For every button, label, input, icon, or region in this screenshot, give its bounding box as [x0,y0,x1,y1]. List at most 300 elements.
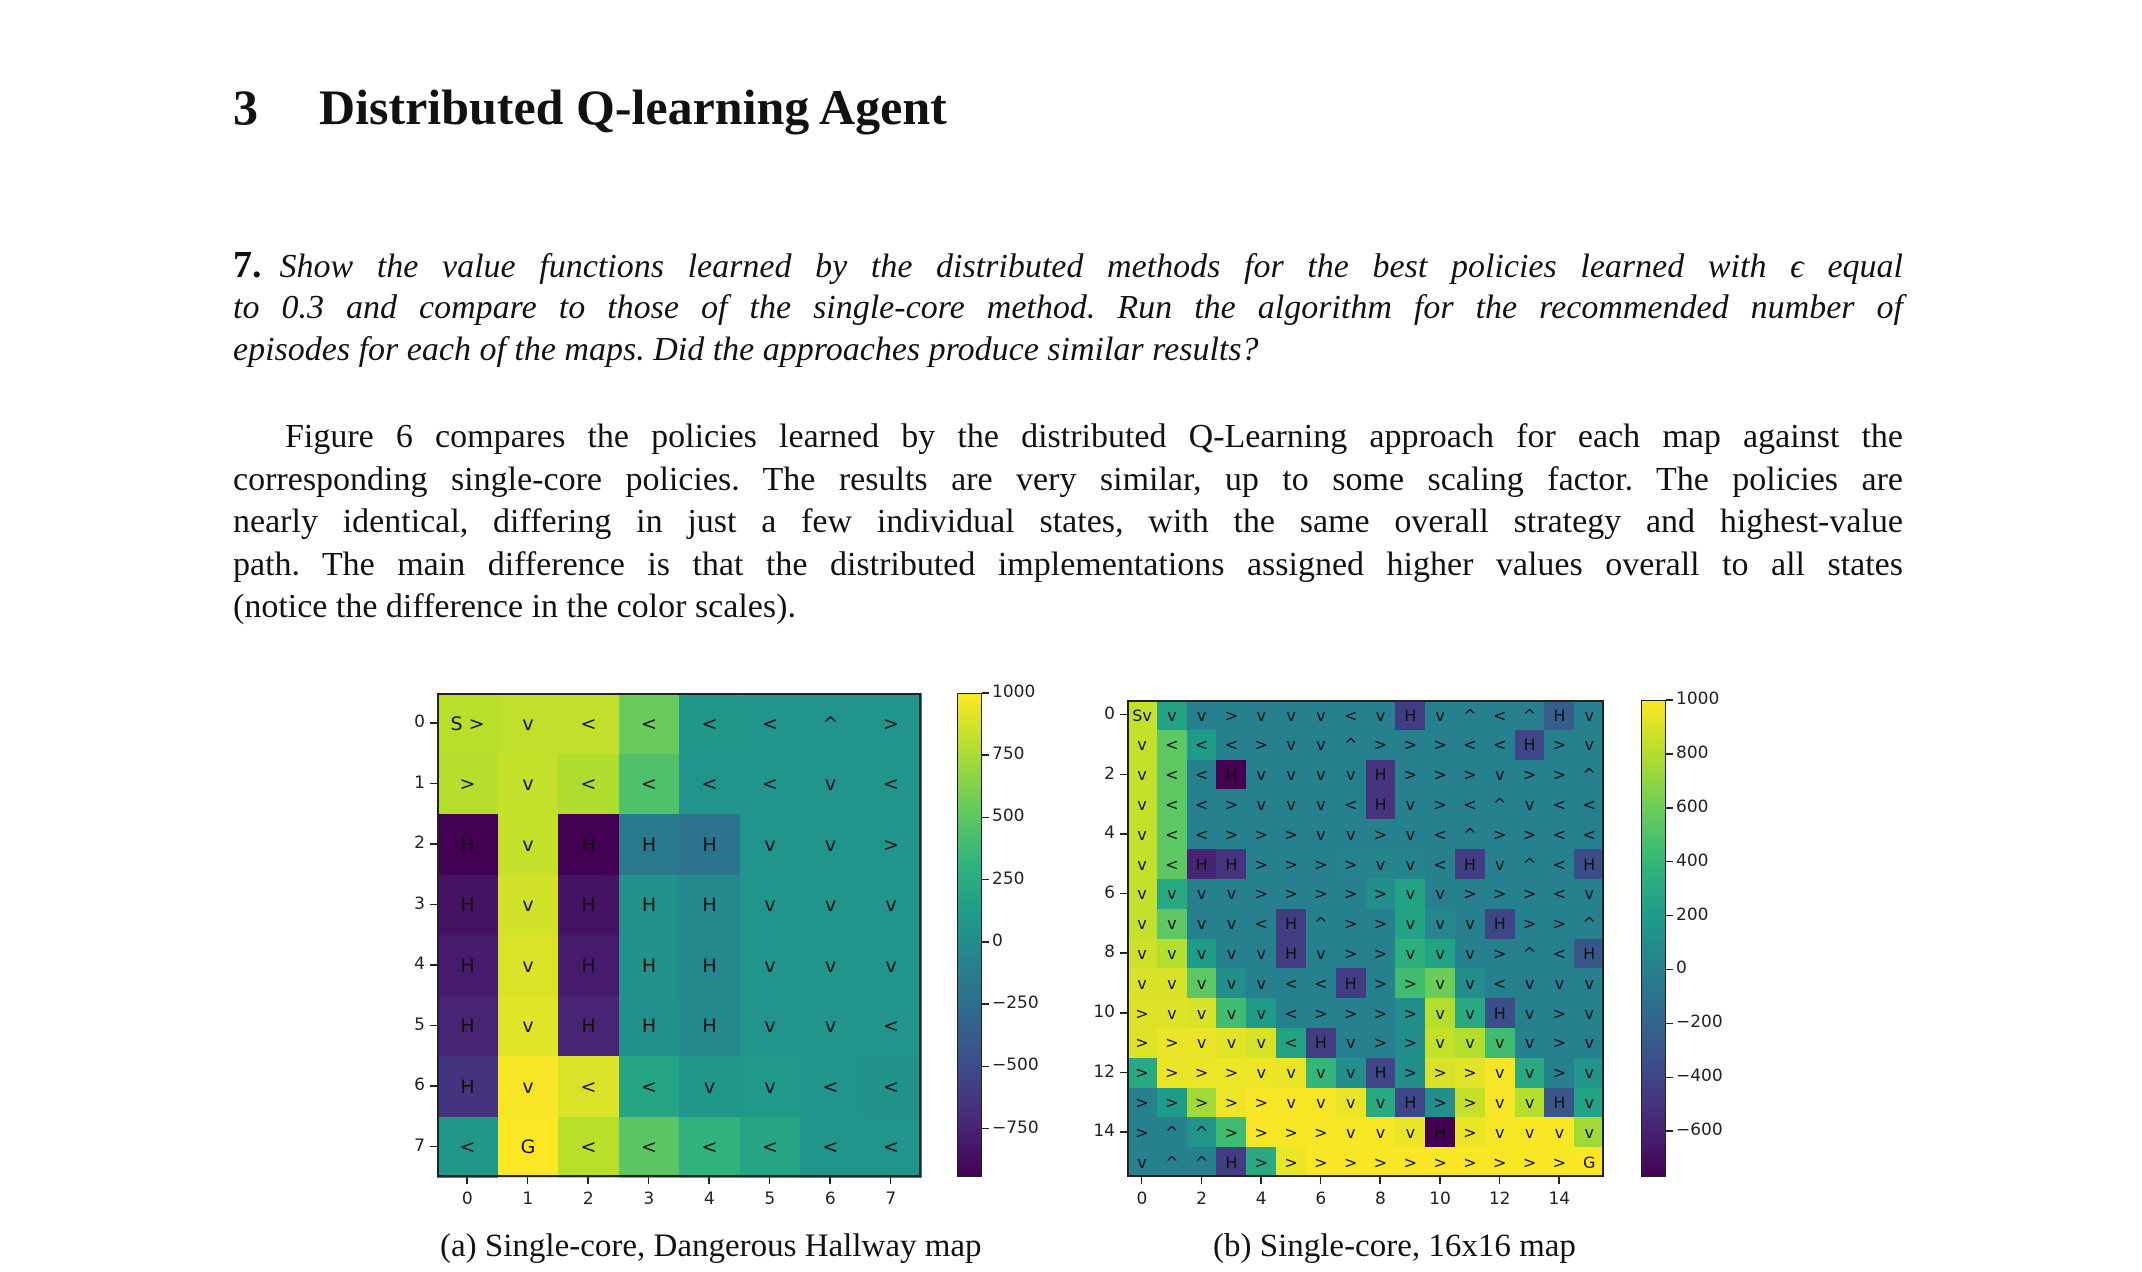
heatmap-cell: H [1485,909,1515,939]
heatmap-cell: v [1187,1028,1217,1058]
heatmap-cell: v [1395,909,1425,939]
heatmap-cell: v [1306,819,1336,849]
x-tick-mark [1379,1177,1381,1184]
heatmap-cell: v [1455,909,1485,939]
heatmap-cell: v [1574,998,1604,1028]
heatmap-cell: H [1544,1088,1574,1118]
heatmap-cell: v [1246,998,1276,1028]
question-line-2: to 0.3 and compare to those of the single-core method. Run the algorithm for the recommended number of [233,288,1903,326]
heatmap-cell: v [1425,879,1455,909]
x-tick-mark [1141,1177,1143,1184]
heatmap-cell: v [1366,1117,1396,1147]
heatmap-cell: v [1246,968,1276,998]
heatmap-cell: > [1366,968,1396,998]
heatmap-cell: v [1246,939,1276,969]
heatmap-cell: > [1306,1117,1336,1147]
section-number: 3 [233,79,258,135]
heatmap-cell: v [1425,909,1455,939]
heatmap-cell: v [1127,789,1157,819]
heatmap-cell: v [1336,1088,1366,1118]
heatmap-cell: v [1127,968,1157,998]
y-tick-label: 10 [1093,1002,1115,1023]
heatmap-cell: v [1395,879,1425,909]
heatmap-cell: > [1246,879,1276,909]
x-tick-mark [1499,1177,1501,1184]
heatmap-cell: v [1574,968,1604,998]
heatmap-cell: ^ [1574,760,1604,790]
heatmap-cell: v [1246,789,1276,819]
heatmap-cell: H [1366,1058,1396,1088]
colorbar-tick-label: −200 [1676,1012,1723,1033]
heatmap-cell: H [1574,939,1604,969]
heatmap-cell: < [1425,819,1455,849]
heatmap-cell: v [1455,1028,1485,1058]
heatmap-cell: > [1366,998,1396,1028]
heatmap-cell: < [1485,700,1515,730]
heatmap-cell: G [498,1117,559,1178]
heatmap-cell: H [1574,849,1604,879]
heatmap-cell: v [1216,968,1246,998]
x-tick-label: 0 [461,1189,473,1209]
heatmap-cell: v [1544,1117,1574,1147]
heatmap-cell: < [1276,968,1306,998]
heatmap-cell: H [437,996,498,1057]
y-tick-label: 2 [1104,763,1115,784]
heatmap-cell: < [1246,909,1276,939]
heatmap-cell: < [1157,730,1187,760]
heatmap-cell: H [1544,700,1574,730]
heatmap-cell: H [558,875,619,936]
colorbar-tick-label: 250 [992,868,1025,889]
y-tick-mark [1120,1012,1127,1014]
heatmap-cell: v [1127,730,1157,760]
heatmap-cell: H [1485,998,1515,1028]
heatmap-cell: > [1515,909,1545,939]
heatmap-cell: H [437,875,498,936]
heatmap-cell: v [1336,1117,1366,1147]
heatmap-cell: > [1127,1088,1157,1118]
heatmap-cell: H [1425,1117,1455,1147]
question-number: 7. [233,244,262,286]
heatmap-cell: < [1544,789,1574,819]
heatmap-cell: H [1395,700,1425,730]
colorbar-tick-mark [1666,753,1673,755]
colorbar-tick-mark [1666,1130,1673,1132]
heatmap-cell: < [1187,730,1217,760]
heatmap-cell: > [1336,939,1366,969]
heatmap-cell: < [1336,789,1366,819]
heatmap-cell: v [800,996,861,1057]
heatmap-cell: > [1336,998,1366,1028]
heatmap-cell: v [1216,1028,1246,1058]
heatmap-cell: H [437,814,498,875]
heatmap-cell: < [1574,789,1604,819]
y-tick-label: 6 [1104,882,1115,903]
heatmap-cell: v [1336,1028,1366,1058]
y-tick-mark [1120,833,1127,835]
heatmap-cell: v [1425,968,1455,998]
heatmap-cell: v [1306,789,1336,819]
heatmap-cell: > [1336,1147,1366,1177]
heatmap-cell: > [1276,1147,1306,1177]
heatmap-cell: > [1216,819,1246,849]
colorbar-tick-mark [1666,699,1673,701]
x-tick-label: 7 [885,1189,897,1209]
heatmap-cell: v [1187,909,1217,939]
heatmap-cell: < [619,693,680,754]
colorbar-tick-label: −600 [1676,1120,1723,1141]
heatmap-cell: > [1485,939,1515,969]
heatmap-cell: v [1246,760,1276,790]
heatmap-cell: v [1216,879,1246,909]
heatmap-cell: < [1187,819,1217,849]
heatmap-cell: > [1515,879,1545,909]
heatmap-cell: > [1127,1058,1157,1088]
heatmap-cell: < [679,754,740,815]
heatmap-cell: Sv [1127,700,1157,730]
x-tick-label: 4 [703,1189,715,1209]
heatmap-cell: v [1276,1058,1306,1088]
heatmap-cell: > [1544,730,1574,760]
heatmap-cell: > [1485,879,1515,909]
heatmap-cell: > [1127,998,1157,1028]
y-tick-label: 12 [1093,1061,1115,1082]
heatmap-cell: v [740,996,801,1057]
heatmap-cell: v [1336,819,1366,849]
colorbar-tick-label: 400 [1676,850,1709,871]
heatmap-cell: < [1276,1028,1306,1058]
heatmap-cell: v [1574,1058,1604,1088]
heatmap-cell: v [1425,998,1455,1028]
heatmap-cell: v [800,814,861,875]
x-tick-label: 3 [643,1189,655,1209]
heatmap-cell: v [1157,909,1187,939]
heatmap-cell: < [679,693,740,754]
colorbar-tick-label: −500 [992,1055,1039,1076]
heatmap-cell: v [1395,939,1425,969]
heatmap-cell: < [619,1117,680,1178]
heatmap-cell: ^ [800,693,861,754]
colorbar-tick-label: 0 [1676,958,1687,979]
heatmap-cell: > [1246,1088,1276,1118]
heatmap-cell: H [1216,849,1246,879]
heatmap-cell: ^ [1455,819,1485,849]
heatmap-cell: > [1216,1058,1246,1088]
heatmap-cell: > [1395,1058,1425,1088]
x-tick-label: 6 [1315,1189,1327,1209]
heatmap-cell: v [498,996,559,1057]
heatmap-cell: < [861,754,922,815]
section-title: Distributed Q-learning Agent [319,79,947,135]
heatmap-cell: H [558,814,619,875]
heatmap-cell: v [1515,1028,1545,1058]
heatmap-cell: < [558,1056,619,1117]
x-tick-label: 8 [1374,1189,1386,1209]
heatmap-cell: > [1306,1147,1336,1177]
heatmap-cell: v [1127,819,1157,849]
heatmap-cell: > [1544,1147,1574,1177]
x-tick-mark [1201,1177,1203,1184]
x-tick-label: 2 [582,1189,594,1209]
heatmap-cell: > [1276,1117,1306,1147]
heatmap-cell: v [1187,700,1217,730]
heatmap-cell: v [800,935,861,996]
colorbar-tick-mark [1666,969,1673,971]
heatmap-cell: H [1216,1147,1246,1177]
heatmap-cell: > [1395,1028,1425,1058]
heatmap-cell: < [861,996,922,1057]
heatmap-cell: H [1455,849,1485,879]
colorbar-tick-mark [1666,807,1673,809]
caption-b: (b) Single-core, 16x16 map [1213,1228,1576,1264]
answer-line-5: (notice the difference in the color scales). [233,588,796,625]
heatmap-cell: H [679,935,740,996]
x-tick-mark [1320,1177,1322,1184]
heatmap-cell: v [1515,998,1545,1028]
heatmap-cell: > [1366,730,1396,760]
heatmap-cell: ^ [1157,1147,1187,1177]
heatmap-cell: v [1127,760,1157,790]
caption-a: (a) Single-core, Dangerous Hallway map [440,1228,982,1264]
heatmap-cell: v [1395,819,1425,849]
x-tick-label: 12 [1488,1189,1511,1209]
heatmap-cell: > [1336,909,1366,939]
heatmap-cell: v [1544,968,1574,998]
heatmap-cell: v [1574,879,1604,909]
heatmap-cell: v [1455,939,1485,969]
heatmap-cell: v [1515,1058,1545,1088]
heatmap-cell: > [1216,789,1246,819]
heatmap-cell: < [558,754,619,815]
x-tick-mark [1260,1177,1262,1184]
answer-line-3: nearly identical, differing in just a few individual states, with the same overall strategy and highest-value [233,503,1903,540]
heatmap-cell: v [1216,998,1246,1028]
heatmap-cell: ^ [1306,909,1336,939]
heatmap-cell: v [1187,968,1217,998]
colorbar-tick-label: 600 [1676,796,1709,817]
heatmap-cell: v [1157,998,1187,1028]
heatmap-cell: ^ [1515,700,1545,730]
heatmap-cell: v [1276,700,1306,730]
heatmap-cell: > [1246,849,1276,879]
y-tick-label: 4 [414,954,425,975]
heatmap-cell: > [1455,1058,1485,1088]
heatmap-cell: G [1574,1147,1604,1177]
heatmap-cell: v [861,935,922,996]
heatmap-cell: v [1574,1028,1604,1058]
y-tick-label: 5 [414,1014,425,1035]
heatmap-cell: H [1366,789,1396,819]
heatmap-cell: > [1455,1147,1485,1177]
heatmap-cell: > [1515,1147,1545,1177]
heatmap-cell: H [1395,1088,1425,1118]
x-tick-mark [1558,1177,1560,1184]
heatmap-cell: < [437,1117,498,1178]
heatmap-cell: < [1157,760,1187,790]
heatmap-cell: > [1425,760,1455,790]
heatmap-cell: ^ [1485,789,1515,819]
heatmap-cell: v [1485,1088,1515,1118]
heatmap-cell: v [1157,700,1187,730]
heatmap-cell: < [1455,789,1485,819]
heatmap-cell: < [740,1117,801,1178]
heatmap-cell: v [1515,1088,1545,1118]
heatmap-cell: v [1187,939,1217,969]
heatmap-cell: v [1395,789,1425,819]
heatmap-cell: > [1127,1028,1157,1058]
y-tick-label: 1 [414,772,425,793]
heatmap-cell: H [1366,760,1396,790]
x-tick-label: 4 [1255,1189,1267,1209]
heatmap-cell: > [1187,1088,1217,1118]
heatmap-cell: H [558,996,619,1057]
answer-line-2: corresponding single-core policies. The results are very similar, up to some scaling factor. The policies are [233,460,1903,498]
heatmap-cell: > [1366,939,1396,969]
heatmap-cell: ^ [1187,1147,1217,1177]
heatmap-cell: H [1187,849,1217,879]
heatmap-cell: > [1395,760,1425,790]
heatmap-cell: v [1574,700,1604,730]
heatmap-cell: > [1485,1147,1515,1177]
y-tick-mark [1120,1072,1127,1074]
y-tick-label: 2 [414,833,425,854]
heatmap-cell: v [1485,1117,1515,1147]
x-tick-label: 5 [764,1189,776,1209]
colorbar-tick-label: −400 [1676,1066,1723,1087]
heatmap-cell: ^ [1336,730,1366,760]
heatmap-cell: H [619,875,680,936]
heatmap-cell: v [1276,1088,1306,1118]
heatmap-cell: v [1127,909,1157,939]
heatmap-cell: v [1306,1088,1336,1118]
heatmap-cell: v [1395,849,1425,879]
heatmap-cell: < [1425,849,1455,879]
heatmap-cell: H [437,1056,498,1117]
heatmap-cell: > [1246,1147,1276,1177]
heatmap-cell: > [1395,968,1425,998]
y-tick-label: 8 [1104,942,1115,963]
x-tick-mark [1439,1177,1441,1184]
heatmap-cell: > [1544,1028,1574,1058]
heatmap-cell: < [619,1056,680,1117]
heatmap-cell: v [1246,700,1276,730]
heatmap-cell: > [1366,819,1396,849]
heatmap-cell: < [1306,968,1336,998]
colorbar-tick-mark [1666,1077,1673,1079]
heatmap-cell: v [1127,1147,1157,1177]
x-tick-label: 1 [522,1189,534,1209]
heatmap-cell: v [1216,939,1246,969]
heatmap-cell: > [1306,998,1336,1028]
heatmap-cell: v [1425,939,1455,969]
heatmap-cell: v [1246,1028,1276,1058]
x-tick-label: 6 [824,1189,836,1209]
heatmap-cell: > [1246,819,1276,849]
heatmap-cell: > [1366,1147,1396,1177]
heatmap-cell: > [1395,730,1425,760]
colorbar-tick-label: −250 [992,993,1039,1014]
heatmap-cell: v [1485,849,1515,879]
heatmap-cell: v [1187,998,1217,1028]
heatmap-cell: v [1366,1088,1396,1118]
heatmap-cell: v [1455,968,1485,998]
heatmap-cell: < [1157,849,1187,879]
colorbar-tick-label: 800 [1676,742,1709,763]
y-tick-label: 0 [414,712,425,733]
heatmap-cell: > [1306,849,1336,879]
heatmap-cell: ^ [1455,700,1485,730]
heatmap-cell: v [498,935,559,996]
y-tick-label: 4 [1104,823,1115,844]
heatmap-cell: ^ [1157,1117,1187,1147]
heatmap-cell: v [740,1056,801,1117]
colorbar-tick-label: 1000 [992,682,1036,702]
colorbar-tick-label: 500 [992,806,1025,827]
heatmap-cell: > [1425,730,1455,760]
heatmap-cell: v [740,814,801,875]
heatmap-cell: < [1544,849,1574,879]
heatmap-cell: < [861,1056,922,1117]
heatmap-cell: v [1485,760,1515,790]
heatmap-cell: < [1544,879,1574,909]
heatmap-cell: > [1395,1147,1425,1177]
heatmap-cell: v [1306,939,1336,969]
heatmap-cell: > [1425,1147,1455,1177]
heatmap-cell: > [1157,1058,1187,1088]
heatmap-cell: v [1276,760,1306,790]
heatmap-cell: > [1544,760,1574,790]
question-line-3: episodes for each of the maps. Did the approaches produce similar results? [233,331,1259,368]
heatmap-cell: H [1276,909,1306,939]
heatmap-cell: H [679,814,740,875]
heatmap-cell: H [1216,760,1246,790]
heatmap-cell: > [1216,1117,1246,1147]
heatmap-cell: v [498,693,559,754]
heatmap-cell: v [1574,730,1604,760]
heatmap-cell: > [1157,1028,1187,1058]
heatmap-cell: v [1574,1117,1604,1147]
heatmap-cell: < [1574,819,1604,849]
heatmap-cell: > [1425,1088,1455,1118]
colorbar-tick-mark [1666,1023,1673,1025]
y-tick-mark [1120,893,1127,895]
heatmap-cell: v [1515,789,1545,819]
heatmap-cell: < [1276,998,1306,1028]
heatmap-cell: < [800,1117,861,1178]
heatmap-cell: > [1366,879,1396,909]
heatmap-cell: > [1425,789,1455,819]
heatmap-cell: > [1276,819,1306,849]
answer-line-4: path. The main difference is that the distributed implementations assigned higher values overall to all states [233,545,1903,583]
heatmap-cell: v [1306,1058,1336,1088]
heatmap-cell: v [1157,939,1187,969]
question-text: Show the value functions learned by the distributed methods for the best policies learned with ϵ equal [279,248,1903,285]
heatmap-cell: > [1157,1088,1187,1118]
heatmap-cell: v [1455,998,1485,1028]
answer-line-1: Figure 6 compares the policies learned by the distributed Q-Learning approach for each map against the [285,418,1903,455]
colorbar-tick-label: −750 [992,1117,1039,1138]
heatmap-cell: > [1127,1117,1157,1147]
heatmap-cell: ^ [1515,849,1545,879]
colorbar-tick-label: 0 [992,930,1003,951]
heatmap-cell: < [619,754,680,815]
colorbar-tick-label: 750 [992,744,1025,765]
heatmap-cell: > [1336,879,1366,909]
heatmap-cell: v [1485,1058,1515,1088]
heatmap-cell: > [1544,998,1574,1028]
heatmap-cell: v [1425,700,1455,730]
heatmap-cell: > [1395,998,1425,1028]
